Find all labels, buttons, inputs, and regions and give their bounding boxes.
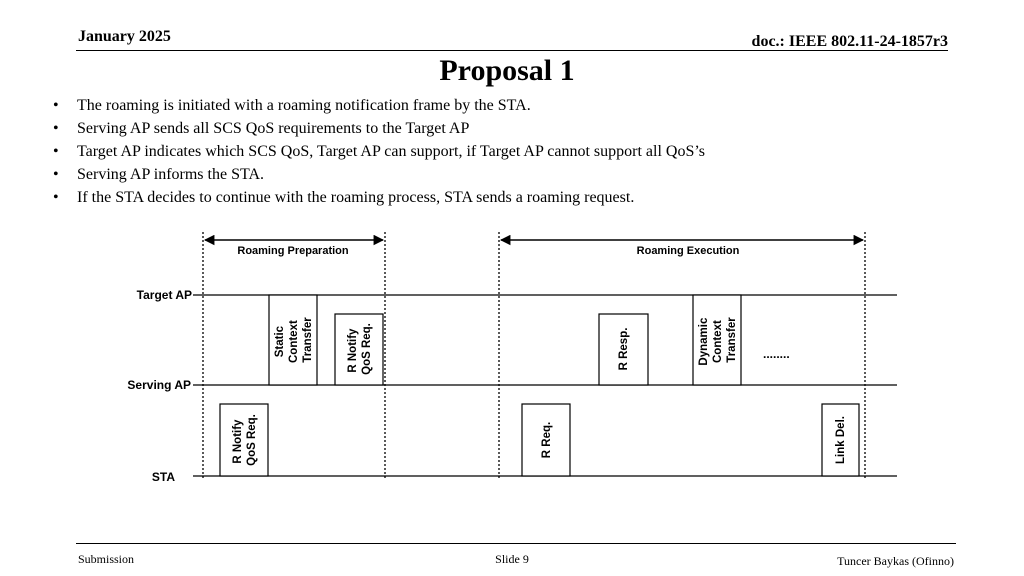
sta-notify-box xyxy=(220,404,268,476)
link-del-line: Link Del. xyxy=(835,416,847,464)
r-req-line: R Req. xyxy=(541,421,553,459)
footer-author: Tuncer Baykas (Ofinno) xyxy=(837,554,954,568)
dynamic-context-line: Context xyxy=(712,320,724,364)
dynamic-context-label xyxy=(698,314,738,365)
bullet-item: • If the STA decides to continue with the roaming process, STA sends a roaming request. xyxy=(53,189,635,206)
footer-divider xyxy=(76,543,956,544)
bullet-text: Serving AP informs the STA. xyxy=(77,166,265,183)
static-context-line: Context xyxy=(288,320,300,364)
static-context-line: Static xyxy=(274,325,286,358)
ap-notify-line: R Notify xyxy=(347,328,359,373)
bullet-text: Serving AP sends all SCS QoS requirements to the Target AP xyxy=(77,120,470,137)
r-resp-label xyxy=(618,328,630,371)
header-date: January 2025 xyxy=(78,28,171,45)
slide-title: Proposal 1 xyxy=(439,54,575,87)
header-doc-id: doc.: IEEE 802.11-24-1857r3 xyxy=(751,33,948,50)
bullet-item: • The roaming is initiated with a roaming notification frame by the STA. xyxy=(53,97,531,114)
footer-submission: Submission xyxy=(78,552,135,566)
sta-notify-line: QoS Req. xyxy=(246,414,258,466)
r-resp-line: R Resp. xyxy=(618,327,630,371)
ap-notify-line: QoS Req. xyxy=(361,323,373,375)
continuation-ellipsis: ........ xyxy=(763,347,790,361)
target-ap-label: Target AP xyxy=(136,288,192,302)
bullet-item: • Serving AP informs the STA. xyxy=(53,166,265,183)
exec-phase-label: Roaming Execution xyxy=(636,245,740,257)
static-context-label xyxy=(274,317,314,363)
footer-slide-number: Slide 9 xyxy=(495,552,529,566)
bullet-text: Target AP indicates which SCS QoS, Target AP can support, if Target AP cannot support all QoS’s xyxy=(77,143,706,160)
ap-notify-box xyxy=(335,314,383,385)
sta-notify-line: R Notify xyxy=(232,419,244,464)
bullet-text: If the STA decides to continue with the roaming process, STA sends a roaming request. xyxy=(77,189,635,206)
dynamic-context-line: Dynamic xyxy=(698,317,710,366)
serving-ap-label: Serving AP xyxy=(127,378,191,392)
bullet-item: • Target AP indicates which SCS QoS, Target AP can support, if Target AP cannot support all QoS’s xyxy=(53,143,706,160)
r-req-label xyxy=(541,422,553,458)
link-del-label xyxy=(835,416,847,464)
prep-phase-label: Roaming Preparation xyxy=(237,245,349,257)
bullet-item: • Serving AP sends all SCS QoS requirements to the Target AP xyxy=(53,120,470,137)
static-context-line: Transfer xyxy=(302,317,314,363)
sta-label: STA xyxy=(151,470,175,484)
dynamic-context-line: Transfer xyxy=(726,317,738,363)
bullet-text: The roaming is initiated with a roaming notification frame by the STA. xyxy=(77,97,531,114)
